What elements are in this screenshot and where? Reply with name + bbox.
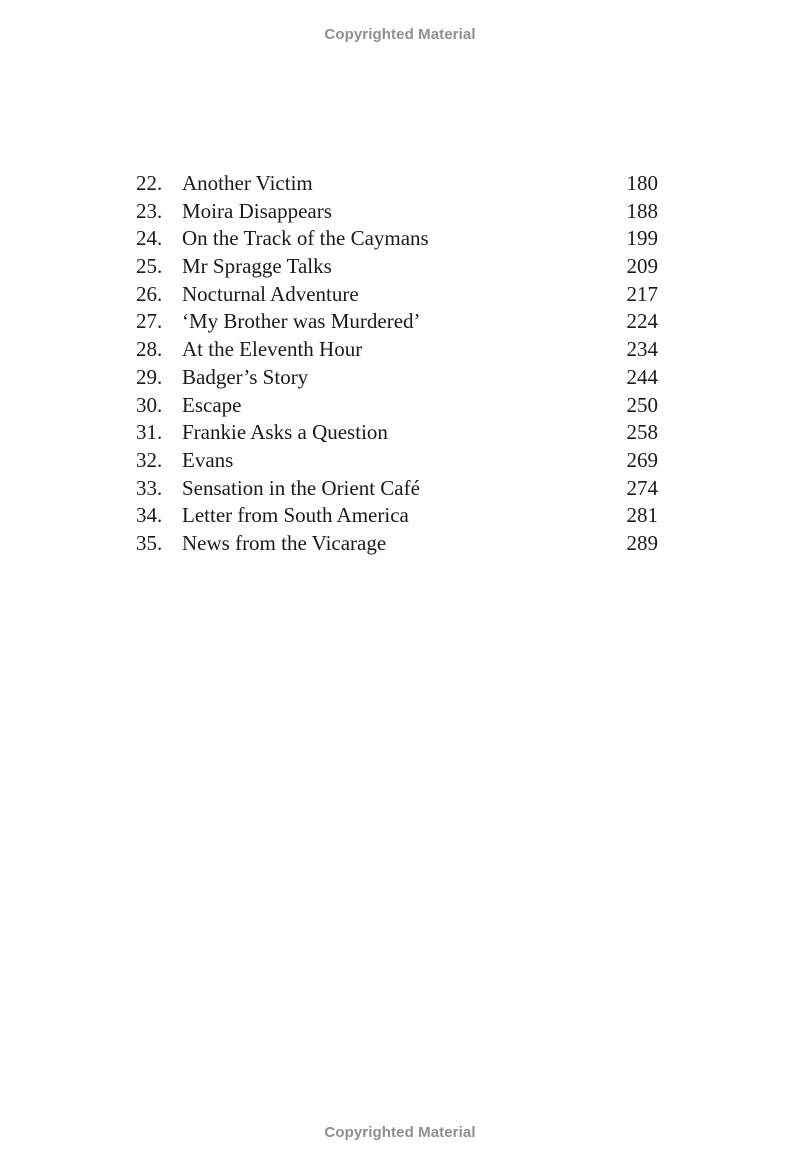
chapter-number: 34. xyxy=(136,503,163,528)
page-number: 199 xyxy=(626,226,658,251)
chapter-title: Badger’s Story xyxy=(182,364,309,389)
chapter-number: 35. xyxy=(136,530,163,555)
toc-entry xyxy=(136,530,658,558)
toc-entry xyxy=(136,281,658,309)
chapter-title: Sensation in the Orient Café xyxy=(182,475,420,500)
page-number: 269 xyxy=(626,447,658,472)
chapter-title: Nocturnal Adventure xyxy=(182,281,359,306)
chapter-number: 22. xyxy=(136,171,163,195)
toc-entry xyxy=(136,419,658,447)
toc-entry xyxy=(136,364,658,392)
page-number: 188 xyxy=(626,198,658,223)
toc-entry xyxy=(136,225,658,253)
page-number: 224 xyxy=(626,309,658,334)
chapter-title: At the Eleventh Hour xyxy=(182,337,363,362)
table-of-contents xyxy=(136,170,658,558)
copyright-watermark-bottom: Copyrighted Material xyxy=(324,1124,476,1141)
toc-entry xyxy=(136,447,658,475)
toc-entry xyxy=(136,475,658,503)
toc-entry xyxy=(136,170,658,198)
page-number: 209 xyxy=(626,254,658,279)
page-number: 289 xyxy=(626,530,658,555)
toc-entry xyxy=(136,308,658,336)
toc-entry xyxy=(136,336,658,364)
chapter-title: Letter from South America xyxy=(182,503,409,528)
chapter-number: 28. xyxy=(136,337,163,362)
chapter-number: 33. xyxy=(136,475,163,500)
chapter-number: 24. xyxy=(136,226,163,251)
chapter-number: 29. xyxy=(136,364,163,389)
toc-entry xyxy=(136,502,658,530)
page-number: 274 xyxy=(626,475,658,500)
chapter-title: News from the Vicarage xyxy=(182,530,387,555)
page-number: 217 xyxy=(626,281,658,306)
chapter-number: 23. xyxy=(136,198,163,223)
copyright-watermark-top: Copyrighted Material xyxy=(324,26,476,43)
chapter-title: Moira Disappears xyxy=(182,198,332,223)
page-number: 234 xyxy=(626,337,658,362)
toc-entry xyxy=(136,198,658,226)
chapter-number: 26. xyxy=(136,281,163,306)
chapter-title: On the Track of the Caymans xyxy=(182,226,429,251)
chapter-title: ‘My Brother was Murdered’ xyxy=(182,309,421,334)
page-number: 250 xyxy=(626,392,658,417)
chapter-title: Evans xyxy=(182,447,234,472)
chapter-title: Escape xyxy=(182,392,242,417)
page-number: 244 xyxy=(626,364,658,389)
toc-entry xyxy=(136,253,658,281)
page-number: 180 xyxy=(626,171,658,195)
chapter-number: 31. xyxy=(136,420,163,445)
page-number: 258 xyxy=(626,420,658,445)
chapter-number: 32. xyxy=(136,447,163,472)
chapter-number: 27. xyxy=(136,309,163,334)
toc-entry xyxy=(136,392,658,420)
page-number: 281 xyxy=(626,503,658,528)
chapter-title: Another Victim xyxy=(182,171,313,195)
chapter-number: 30. xyxy=(136,392,163,417)
chapter-title: Frankie Asks a Question xyxy=(182,420,388,445)
chapter-title: Mr Spragge Talks xyxy=(182,254,332,279)
chapter-number: 25. xyxy=(136,254,163,279)
